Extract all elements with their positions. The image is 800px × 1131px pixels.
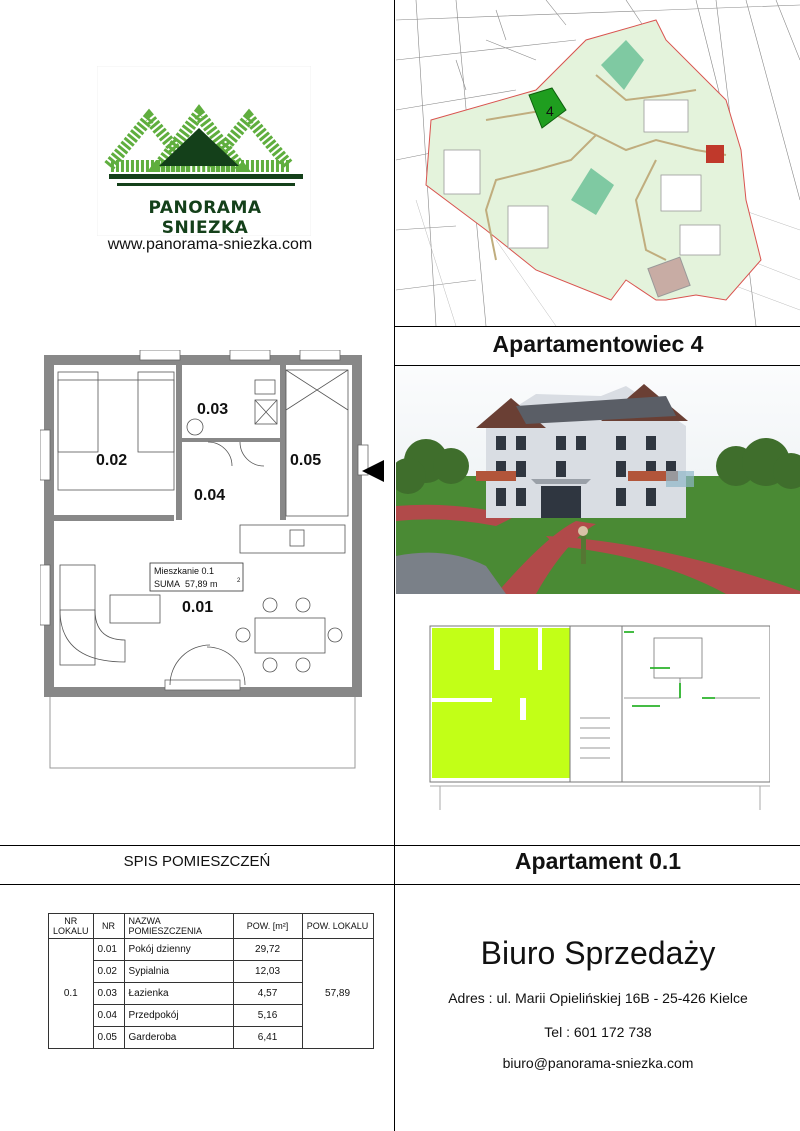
- room-nr: 0.01: [93, 939, 124, 961]
- room-area: 5,16: [233, 1005, 302, 1027]
- room-area: 29,72: [233, 939, 302, 961]
- key-plan: [420, 618, 770, 818]
- room-nr: 0.05: [93, 1027, 124, 1049]
- sales-office-address: Adres : ul. Marii Opielińskiej 16B - 25-426 Kielce: [448, 990, 748, 1006]
- building-marker: 4: [546, 103, 554, 119]
- table-row: [49, 939, 374, 961]
- vertical-divider: [394, 0, 395, 1131]
- room-label-0-01: 0.01: [182, 599, 214, 616]
- room-nr: 0.04: [93, 1005, 124, 1027]
- room-name: Garderoba: [124, 1027, 233, 1049]
- table-header-row: [49, 914, 374, 939]
- apartment-summary-name: Mieszkanie 0.1: [154, 566, 215, 576]
- room-area: 12,03: [233, 961, 302, 983]
- room-name: Sypialnia: [124, 961, 233, 983]
- sales-office-email[interactable]: biuro@panorama-sniezka.com: [502, 1055, 694, 1071]
- building-render: [396, 366, 800, 594]
- col-unit-area: POW. LOKALU: [302, 914, 373, 939]
- building-title: Apartamentowiec 4: [492, 331, 704, 357]
- room-name: Pokój dzienny: [124, 939, 233, 961]
- room-label-0-02: 0.02: [96, 452, 128, 469]
- brand-name: PANORAMA SNIEZKA: [148, 198, 262, 238]
- col-name: NAZWA POMIESZCZENIA: [124, 914, 233, 939]
- horizontal-divider-bottom-2: [0, 884, 800, 885]
- site-map: [396, 0, 800, 326]
- room-name: Przedpokój: [124, 1005, 233, 1027]
- room-area: 6,41: [233, 1027, 302, 1049]
- room-label-0-04: 0.04: [194, 487, 226, 504]
- apartment-summary-value: 57,89 m: [185, 579, 218, 589]
- unit-number: 0.1: [49, 939, 94, 1049]
- col-area: POW. [m²]: [233, 914, 302, 939]
- room-nr: 0.02: [93, 961, 124, 983]
- apartment-summary-label: SUMA: [154, 579, 181, 589]
- horizontal-divider-top-right: [395, 326, 800, 327]
- col-nr-lokalu: NR LOKALU: [49, 914, 94, 939]
- rooms-section-title: SPIS POMIESZCZEŃ: [123, 853, 271, 870]
- room-label-0-03: 0.03: [197, 401, 229, 418]
- sales-office-phone[interactable]: Tel : 601 172 738: [544, 1024, 652, 1040]
- room-name: Łazienka: [124, 983, 233, 1005]
- horizontal-divider-bottom-1: [0, 845, 800, 846]
- room-nr: 0.03: [93, 983, 124, 1005]
- pointer-arrow-icon: [360, 458, 386, 489]
- apartment-title: Apartament 0.1: [514, 848, 682, 874]
- rooms-table: [48, 913, 374, 1049]
- unit-area: 57,89: [302, 939, 373, 1049]
- floor-plan: [40, 350, 380, 770]
- col-nr: NR: [93, 914, 124, 939]
- sales-office-title: Biuro Sprzedaży: [480, 935, 716, 971]
- apartment-summary-unit-sup: 2: [237, 578, 241, 584]
- room-area: 4,57: [233, 983, 302, 1005]
- website-link[interactable]: www.panorama-sniezka.com: [107, 236, 313, 253]
- room-label-0-05: 0.05: [290, 452, 322, 469]
